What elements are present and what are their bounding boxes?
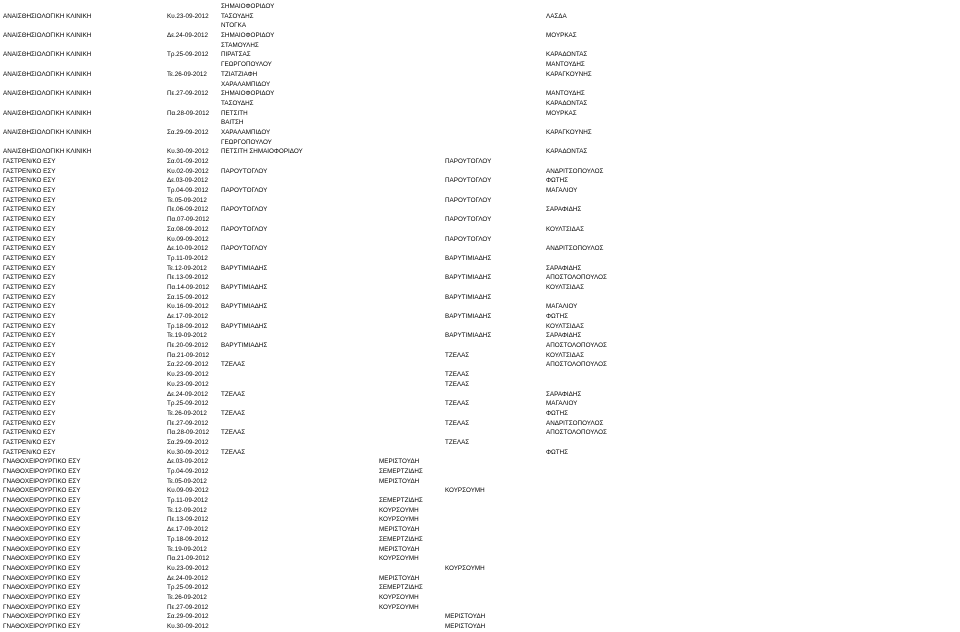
doctor-cell-a: ΝΤΟΓΚΑ	[221, 22, 247, 30]
date-cell: Τρ.04-09-2012	[167, 468, 209, 475]
date-cell: Τρ.25-09-2012	[167, 584, 209, 592]
department-cell: ΓΝΑΘΟΧΕΙΡΟΥΡΓΙΚΟ ΕΣΥ	[3, 593, 81, 601]
table-row	[0, 60, 960, 70]
date-cell: Τρ.11-09-2012	[167, 497, 208, 505]
doctor-cell-b: ΚΟΥΡΣΟΥΜΗ	[379, 603, 419, 611]
doctor-cell-d: ΜΑΝΤΟΥΔΗΣ	[546, 61, 585, 69]
date-cell: Πα.07-09-2012	[167, 216, 210, 224]
date-cell: Δε.24-09-2012	[167, 32, 208, 40]
table-row	[0, 380, 960, 390]
date-cell: Σα.22-09-2012	[167, 361, 209, 369]
department-cell: ΓΝΑΘΟΧΕΙΡΟΥΡΓΙΚΟ ΕΣΥ	[3, 468, 81, 475]
doctor-cell-d: ΦΩΤΗΣ	[546, 409, 569, 417]
date-cell: Πα.28-09-2012	[167, 429, 210, 437]
date-cell: Πε.27-09-2012	[167, 603, 209, 611]
table-row	[0, 157, 960, 167]
doctor-cell-d: ΦΩΤΗΣ	[546, 313, 569, 320]
date-cell: Τρ.18-09-2012	[167, 322, 209, 330]
date-cell: Τρ.04-09-2012	[167, 187, 209, 195]
table-row	[0, 525, 960, 535]
doctor-cell-d: ΚΑΡΑΔΟΝΤΑΣ	[546, 148, 588, 156]
doctor-cell-d: ΑΝΔΡΙΤΣΟΠΟΥΛΟΣ	[546, 245, 604, 253]
doctor-cell-d: ΛΑΣΔΑ	[546, 12, 567, 20]
table-row	[0, 21, 960, 31]
department-cell: ΓΑΣΤΡΕΝ/ΚΟ ΕΣΥ	[3, 438, 56, 446]
date-cell: Κυ.23-09-2012	[167, 371, 209, 379]
table-row	[0, 360, 960, 370]
department-cell: ΓΝΑΘΟΧΕΙΡΟΥΡΓΙΚΟ ΕΣΥ	[3, 487, 81, 495]
table-row	[0, 554, 960, 564]
date-cell: Πε.13-09-2012	[167, 516, 209, 524]
doctor-cell-c: ΜΕΡΙΣΤΟΥΔΗ	[445, 613, 486, 621]
doctor-cell-d: ΦΩΤΗΣ	[546, 448, 569, 456]
doctor-cell-d: ΚΟΥΛΤΣΙΔΑΣ	[546, 283, 584, 291]
doctor-cell-c: ΒΑΡΥΤΙΜΙΑΔΗΣ	[445, 332, 492, 340]
date-cell: Σα.29-09-2012	[167, 613, 209, 621]
doctor-cell-a: ΒΑΡΥΤΙΜΙΑΔΗΣ	[221, 283, 268, 291]
department-cell: ΓΑΣΤΡΕΝ/ΚΟ ΕΣΥ	[3, 303, 56, 311]
table-row	[0, 235, 960, 245]
doctor-cell-d: ΣΑΡΑΦΙΔΗΣ	[546, 332, 582, 340]
table-row	[0, 186, 960, 196]
table-row	[0, 341, 960, 351]
doctor-cell-a: ΒΑΡΥΤΙΜΙΑΔΗΣ	[221, 264, 268, 272]
table-row	[0, 244, 960, 254]
date-cell: Πε.20-09-2012	[167, 342, 209, 350]
department-cell: ΓΑΣΤΡΕΝ/ΚΟ ΕΣΥ	[3, 167, 56, 175]
department-cell: ΓΝΑΘΟΧΕΙΡΟΥΡΓΙΚΟ ΕΣΥ	[3, 574, 81, 582]
table-row	[0, 496, 960, 506]
doctor-cell-d: ΚΑΡΑΓΚΟΥΝΗΣ	[546, 70, 592, 78]
doctor-cell-c: ΤΖΕΛΑΣ	[445, 351, 470, 359]
table-row	[0, 574, 960, 584]
table-row	[0, 128, 960, 138]
table-row	[0, 118, 960, 128]
date-cell: Κυ.30-09-2012	[167, 148, 209, 156]
doctor-cell-d: ΚΑΡΑΔΟΝΤΑΣ	[546, 51, 588, 59]
table-row	[0, 41, 960, 51]
department-cell: ΑΝΑΙΣΘΗΣΙΟΛΟΓΙΚΗ ΚΛΙΝΙΚΗ	[3, 70, 92, 78]
date-cell: Σα.15-09-2012	[167, 293, 209, 301]
table-row	[0, 31, 960, 41]
table-row	[0, 545, 960, 555]
table-row	[0, 399, 960, 409]
table-row	[0, 293, 960, 303]
doctor-cell-a: ΒΑΡΥΤΙΜΙΑΔΗΣ	[221, 303, 268, 311]
date-cell: Δε.17-09-2012	[167, 313, 208, 320]
doctor-cell-d: ΜΟΥΡΚΑΣ	[546, 109, 577, 117]
doctor-cell-a: ΠΑΡΟΥΤΟΓΛΟΥ	[221, 245, 268, 253]
table-row	[0, 225, 960, 235]
date-cell: Κυ.30-09-2012	[167, 448, 209, 456]
doctor-cell-b: ΚΟΥΡΣΟΥΜΗ	[379, 516, 419, 524]
department-cell: ΓΑΣΤΡΕΝ/ΚΟ ΕΣΥ	[3, 332, 56, 340]
date-cell: Πε.27-09-2012	[167, 90, 209, 98]
doctor-cell-d: ΑΝΔΡΙΤΣΟΠΟΥΛΟΣ	[546, 167, 604, 175]
doctor-cell-c: ΒΑΡΥΤΙΜΙΑΔΗΣ	[445, 274, 492, 282]
table-row	[0, 428, 960, 438]
doctor-cell-a: ΒΑΙΤΣΗ	[221, 119, 244, 127]
table-row	[0, 409, 960, 419]
department-cell: ΑΝΑΙΣΘΗΣΙΟΛΟΓΙΚΗ ΚΛΙΝΙΚΗ	[3, 109, 92, 117]
department-cell: ΓΑΣΤΡΕΝ/ΚΟ ΕΣΥ	[3, 206, 56, 214]
department-cell: ΓΝΑΘΟΧΕΙΡΟΥΡΓΙΚΟ ΕΣΥ	[3, 613, 81, 621]
doctor-cell-a: ΣΗΜΑΙΟΦΟΡΙΔΟΥ	[221, 90, 275, 98]
date-cell: Δε.17-09-2012	[167, 526, 208, 534]
date-cell: Τε.05-09-2012	[167, 196, 207, 204]
doctor-cell-d: ΜΟΥΡΚΑΣ	[546, 32, 577, 40]
table-row	[0, 535, 960, 545]
department-cell: ΓΝΑΘΟΧΕΙΡΟΥΡΓΙΚΟ ΕΣΥ	[3, 603, 81, 611]
table-row	[0, 390, 960, 400]
department-cell: ΓΝΑΘΟΧΕΙΡΟΥΡΓΙΚΟ ΕΣΥ	[3, 545, 81, 553]
doctor-cell-d: ΣΑΡΑΦΙΔΗΣ	[546, 264, 582, 272]
doctor-cell-b: ΣΕΜΕΡΤΖΙΔΗΣ	[379, 584, 423, 592]
table-row	[0, 467, 960, 477]
department-cell: ΓΝΑΘΟΧΕΙΡΟΥΡΓΙΚΟ ΕΣΥ	[3, 497, 81, 505]
doctor-cell-a: ΤΖΕΛΑΣ	[221, 429, 246, 437]
doctor-cell-b: ΚΟΥΡΣΟΥΜΗ	[379, 555, 419, 563]
table-row	[0, 109, 960, 119]
date-cell: Σα.29-09-2012	[167, 128, 209, 136]
table-row	[0, 438, 960, 448]
department-cell: ΑΝΑΙΣΘΗΣΙΟΛΟΓΙΚΗ ΚΛΙΝΙΚΗ	[3, 128, 92, 136]
department-cell: ΓΑΣΤΡΕΝ/ΚΟ ΕΣΥ	[3, 254, 56, 262]
date-cell: Δε.24-09-2012	[167, 574, 208, 582]
doctor-cell-a: ΠΑΡΟΥΤΟΓΛΟΥ	[221, 206, 268, 214]
doctor-cell-c: ΒΑΡΥΤΙΜΙΑΔΗΣ	[445, 254, 492, 262]
doctor-cell-d: ΜΑΓΑΛΙΟΥ	[546, 187, 578, 195]
doctor-cell-c: ΠΑΡΟΥΤΟΓΛΟΥ	[445, 158, 492, 165]
doctor-cell-b: ΚΟΥΡΣΟΥΜΗ	[379, 506, 419, 514]
date-cell: Πα.21-09-2012	[167, 555, 210, 563]
table-row	[0, 99, 960, 109]
table-row	[0, 2, 960, 12]
date-cell: Κυ.02-09-2012	[167, 167, 209, 175]
department-cell: ΓΑΣΤΡΕΝ/ΚΟ ΕΣΥ	[3, 274, 56, 282]
doctor-cell-a: ΤΖΕΛΑΣ	[221, 409, 246, 417]
doctor-cell-a: ΠΑΡΟΥΤΟΓΛΟΥ	[221, 187, 268, 195]
date-cell: Πε.13-09-2012	[167, 274, 209, 282]
table-row	[0, 477, 960, 487]
table-row	[0, 622, 960, 632]
department-cell: ΓΑΣΤΡΕΝ/ΚΟ ΕΣΥ	[3, 293, 56, 301]
date-cell: Τρ.25-09-2012	[167, 400, 209, 408]
department-cell: ΓΑΣΤΡΕΝ/ΚΟ ΕΣΥ	[3, 409, 56, 417]
department-cell: ΓΝΑΘΟΧΕΙΡΟΥΡΓΙΚΟ ΕΣΥ	[3, 564, 81, 572]
date-cell: Κυ.16-09-2012	[167, 303, 209, 311]
date-cell: Κυ.30-09-2012	[167, 623, 209, 630]
department-cell: ΓΑΣΤΡΕΝ/ΚΟ ΕΣΥ	[3, 235, 56, 243]
doctor-cell-a: ΠΑΡΟΥΤΟΓΛΟΥ	[221, 225, 268, 233]
department-cell: ΓΝΑΘΟΧΕΙΡΟΥΡΓΙΚΟ ΕΣΥ	[3, 516, 81, 524]
date-cell: Τε.19-09-2012	[167, 332, 207, 340]
doctor-cell-d: ΑΝΔΡΙΤΣΟΠΟΥΛΟΣ	[546, 419, 604, 427]
date-cell: Τρ.18-09-2012	[167, 535, 209, 543]
doctor-cell-d: ΦΩΤΗΣ	[546, 177, 569, 185]
date-cell: Δε.24-09-2012	[167, 390, 208, 398]
department-cell: ΓΑΣΤΡΕΝ/ΚΟ ΕΣΥ	[3, 322, 56, 330]
department-cell: ΑΝΑΙΣΘΗΣΙΟΛΟΓΙΚΗ ΚΛΙΝΙΚΗ	[3, 90, 92, 98]
date-cell: Σα.01-09-2012	[167, 158, 209, 165]
doctor-cell-d: ΣΑΡΑΦΙΔΗΣ	[546, 206, 582, 214]
department-cell: ΓΑΣΤΡΕΝ/ΚΟ ΕΣΥ	[3, 264, 56, 272]
doctor-cell-a: ΒΑΡΥΤΙΜΙΑΔΗΣ	[221, 342, 268, 350]
doctor-cell-a: ΤΑΣΟΥΔΗΣ	[221, 12, 254, 20]
department-cell: ΓΝΑΘΟΧΕΙΡΟΥΡΓΙΚΟ ΕΣΥ	[3, 584, 81, 592]
date-cell: Τε.26-09-2012	[167, 409, 207, 417]
doctor-cell-a: ΠΕΤΣΙΤΗ ΣΗΜΑΙΟΦΟΡΙΔΟΥ	[221, 148, 303, 156]
doctor-cell-b: ΣΕΜΕΡΤΖΙΔΗΣ	[379, 468, 423, 475]
doctor-cell-d: ΚΑΡΑΓΚΟΥΝΗΣ	[546, 128, 592, 136]
table-row	[0, 351, 960, 361]
doctor-cell-b: ΣΕΜΕΡΤΖΙΔΗΣ	[379, 497, 423, 505]
doctor-cell-c: ΠΑΡΟΥΤΟΓΛΟΥ	[445, 235, 492, 243]
department-cell: ΓΑΣΤΡΕΝ/ΚΟ ΕΣΥ	[3, 177, 56, 185]
doctor-cell-d: ΜΑΓΑΛΙΟΥ	[546, 400, 578, 408]
table-row	[0, 264, 960, 274]
table-row	[0, 89, 960, 99]
department-cell: ΓΑΣΤΡΕΝ/ΚΟ ΕΣΥ	[3, 351, 56, 359]
date-cell: Τε.12-09-2012	[167, 264, 207, 272]
table-row	[0, 12, 960, 22]
department-cell: ΓΝΑΘΟΧΕΙΡΟΥΡΓΙΚΟ ΕΣΥ	[3, 623, 81, 630]
table-row	[0, 312, 960, 322]
doctor-cell-c: ΒΑΡΥΤΙΜΙΑΔΗΣ	[445, 293, 492, 301]
department-cell: ΑΝΑΙΣΘΗΣΙΟΛΟΓΙΚΗ ΚΛΙΝΙΚΗ	[3, 12, 92, 20]
department-cell: ΑΝΑΙΣΘΗΣΙΟΛΟΓΙΚΗ ΚΛΙΝΙΚΗ	[3, 51, 92, 59]
doctor-cell-a: ΤΑΣΟΥΔΗΣ	[221, 99, 254, 107]
date-cell: Δε.03-09-2012	[167, 177, 208, 185]
table-row	[0, 302, 960, 312]
department-cell: ΓΑΣΤΡΕΝ/ΚΟ ΕΣΥ	[3, 313, 56, 320]
department-cell: ΓΑΣΤΡΕΝ/ΚΟ ΕΣΥ	[3, 158, 56, 165]
date-cell: Πα.28-09-2012	[167, 109, 210, 117]
department-cell: ΓΑΣΤΡΕΝ/ΚΟ ΕΣΥ	[3, 371, 56, 379]
table-row	[0, 215, 960, 225]
doctor-cell-a: ΧΑΡΑΛΑΜΠΙΔΟΥ	[221, 128, 271, 136]
date-cell: Κυ.23-09-2012	[167, 12, 209, 20]
doctor-cell-a: ΤΖΕΛΑΣ	[221, 390, 246, 398]
table-row	[0, 283, 960, 293]
department-cell: ΓΝΑΘΟΧΕΙΡΟΥΡΓΙΚΟ ΕΣΥ	[3, 535, 81, 543]
table-row	[0, 331, 960, 341]
doctor-cell-a: ΓΕΩΡΓΟΠΟΥΛΟΥ	[221, 61, 272, 69]
table-row	[0, 273, 960, 283]
doctor-cell-a: ΤΖΙΑΤΖΙΑΦΗ	[221, 70, 258, 78]
date-cell: Κυ.23-09-2012	[167, 564, 209, 572]
department-cell: ΓΝΑΘΟΧΕΙΡΟΥΡΓΙΚΟ ΕΣΥ	[3, 506, 81, 514]
table-row	[0, 167, 960, 177]
department-cell: ΓΝΑΘΟΧΕΙΡΟΥΡΓΙΚΟ ΕΣΥ	[3, 555, 81, 563]
table-row	[0, 457, 960, 467]
date-cell: Κυ.09-09-2012	[167, 487, 209, 495]
department-cell: ΓΑΣΤΡΕΝ/ΚΟ ΕΣΥ	[3, 283, 56, 291]
doctor-cell-a: ΧΑΡΑΛΑΜΠΙΔΟΥ	[221, 80, 271, 88]
date-cell: Δε.10-09-2012	[167, 245, 208, 253]
doctor-cell-a: ΠΕΤΣΙΤΗ	[221, 109, 248, 117]
table-row	[0, 448, 960, 458]
table-row	[0, 612, 960, 622]
table-row	[0, 176, 960, 186]
table-row	[0, 138, 960, 148]
doctor-cell-c: ΚΟΥΡΣΟΥΜΗ	[445, 487, 485, 495]
table-row	[0, 322, 960, 332]
date-cell: Κυ.09-09-2012	[167, 235, 209, 243]
table-row	[0, 80, 960, 90]
doctor-cell-b: ΜΕΡΙΣΤΟΥΔΗ	[379, 458, 420, 466]
doctor-cell-a: ΤΖΕΛΑΣ	[221, 448, 246, 456]
date-cell: Πα.21-09-2012	[167, 351, 210, 359]
date-cell: Κυ.23-09-2012	[167, 380, 209, 388]
doctor-cell-d: ΚΟΥΛΤΣΙΔΑΣ	[546, 351, 584, 359]
department-cell: ΓΑΣΤΡΕΝ/ΚΟ ΕΣΥ	[3, 429, 56, 437]
doctor-cell-c: ΠΑΡΟΥΤΟΓΛΟΥ	[445, 196, 492, 204]
doctor-cell-c: ΤΖΕΛΑΣ	[445, 371, 470, 379]
table-row	[0, 486, 960, 496]
doctor-cell-a: ΤΖΕΛΑΣ	[221, 361, 246, 369]
date-cell: Τε.26-09-2012	[167, 593, 207, 601]
table-row	[0, 205, 960, 215]
date-cell: Σα.29-09-2012	[167, 438, 209, 446]
date-cell: Τρ.25-09-2012	[167, 51, 209, 59]
table-row	[0, 370, 960, 380]
department-cell: ΓΑΣΤΡΕΝ/ΚΟ ΕΣΥ	[3, 448, 56, 456]
table-row	[0, 196, 960, 206]
department-cell: ΓΑΣΤΡΕΝ/ΚΟ ΕΣΥ	[3, 419, 56, 427]
date-cell: Πε.06-09-2012	[167, 206, 209, 214]
doctor-cell-d: ΣΑΡΑΦΙΔΗΣ	[546, 390, 582, 398]
date-cell: Τε.26-09-2012	[167, 70, 207, 78]
date-cell: Τε.05-09-2012	[167, 477, 207, 485]
doctor-cell-c: ΤΖΕΛΑΣ	[445, 438, 470, 446]
table-row	[0, 593, 960, 603]
doctor-cell-a: ΒΑΡΥΤΙΜΙΑΔΗΣ	[221, 322, 268, 330]
table-row	[0, 564, 960, 574]
department-cell: ΓΑΣΤΡΕΝ/ΚΟ ΕΣΥ	[3, 245, 56, 253]
table-row	[0, 583, 960, 593]
date-cell: Τε.12-09-2012	[167, 506, 207, 514]
doctor-cell-c: ΜΕΡΙΣΤΟΥΔΗ	[445, 623, 486, 630]
department-cell: ΑΝΑΙΣΘΗΣΙΟΛΟΓΙΚΗ ΚΛΙΝΙΚΗ	[3, 148, 92, 156]
doctor-cell-d: ΜΑΝΤΟΥΔΗΣ	[546, 90, 585, 98]
doctor-cell-d: ΑΠΟΣΤΟΛΟΠΟΥΛΟΣ	[546, 429, 607, 437]
doctor-cell-c: ΠΑΡΟΥΤΟΓΛΟΥ	[445, 177, 492, 185]
department-cell: ΓΝΑΘΟΧΕΙΡΟΥΡΓΙΚΟ ΕΣΥ	[3, 526, 81, 534]
doctor-cell-b: ΜΕΡΙΣΤΟΥΔΗ	[379, 545, 420, 553]
doctor-cell-d: ΑΠΟΣΤΟΛΟΠΟΥΛΟΣ	[546, 342, 607, 350]
department-cell: ΓΑΣΤΡΕΝ/ΚΟ ΕΣΥ	[3, 380, 56, 388]
date-cell: Πε.27-09-2012	[167, 419, 209, 427]
doctor-cell-d: ΚΟΥΛΤΣΙΔΑΣ	[546, 322, 584, 330]
doctor-cell-a: ΓΕΩΡΓΟΠΟΥΛΟΥ	[221, 138, 272, 146]
date-cell: Δε.03-09-2012	[167, 458, 208, 466]
doctor-cell-b: ΜΕΡΙΣΤΟΥΔΗ	[379, 574, 420, 582]
date-cell: Τρ.11-09-2012	[167, 254, 208, 262]
doctor-cell-a: ΣΤΑΜΟΥΛΗΣ	[221, 41, 259, 49]
department-cell: ΓΑΣΤΡΕΝ/ΚΟ ΕΣΥ	[3, 390, 56, 398]
doctor-cell-c: ΤΖΕΛΑΣ	[445, 380, 470, 388]
department-cell: ΓΑΣΤΡΕΝ/ΚΟ ΕΣΥ	[3, 187, 56, 195]
table-row	[0, 506, 960, 516]
doctor-cell-d: ΑΠΟΣΤΟΛΟΠΟΥΛΟΣ	[546, 361, 607, 369]
table-row	[0, 254, 960, 264]
doctor-cell-c: ΒΑΡΥΤΙΜΙΑΔΗΣ	[445, 313, 492, 320]
doctor-cell-b: ΣΕΜΕΡΤΖΙΔΗΣ	[379, 535, 423, 543]
doctor-cell-a: ΣΗΜΑΙΟΦΟΡΙΔΟΥ	[221, 32, 275, 40]
doctor-cell-d: ΚΟΥΛΤΣΙΔΑΣ	[546, 225, 584, 233]
department-cell: ΓΑΣΤΡΕΝ/ΚΟ ΕΣΥ	[3, 361, 56, 369]
doctor-cell-b: ΜΕΡΙΣΤΟΥΔΗ	[379, 477, 420, 485]
department-cell: ΓΝΑΘΟΧΕΙΡΟΥΡΓΙΚΟ ΕΣΥ	[3, 458, 81, 466]
table-row	[0, 603, 960, 613]
duty-roster-table	[0, 2, 960, 632]
doctor-cell-c: ΤΖΕΛΑΣ	[445, 400, 470, 408]
department-cell: ΑΝΑΙΣΘΗΣΙΟΛΟΓΙΚΗ ΚΛΙΝΙΚΗ	[3, 32, 92, 40]
date-cell: Τε.19-09-2012	[167, 545, 207, 553]
table-row	[0, 515, 960, 525]
doctor-cell-a: ΠΑΡΟΥΤΟΓΛΟΥ	[221, 167, 268, 175]
doctor-cell-a: ΠΙΡΑΤΣΑΣ	[221, 51, 251, 59]
doctor-cell-c: ΠΑΡΟΥΤΟΓΛΟΥ	[445, 216, 492, 224]
department-cell: ΓΑΣΤΡΕΝ/ΚΟ ΕΣΥ	[3, 196, 56, 204]
date-cell: Σα.08-09-2012	[167, 225, 209, 233]
doctor-cell-c: ΚΟΥΡΣΟΥΜΗ	[445, 564, 485, 572]
table-row	[0, 70, 960, 80]
doctor-cell-b: ΚΟΥΡΣΟΥΜΗ	[379, 593, 419, 601]
doctor-cell-d: ΜΑΓΑΛΙΟΥ	[546, 303, 578, 311]
doctor-cell-b: ΜΕΡΙΣΤΟΥΔΗ	[379, 526, 420, 534]
doctor-cell-d: ΚΑΡΑΔΟΝΤΑΣ	[546, 99, 588, 107]
department-cell: ΓΑΣΤΡΕΝ/ΚΟ ΕΣΥ	[3, 342, 56, 350]
table-row	[0, 50, 960, 60]
doctor-cell-a: ΣΗΜΑΙΟΦΟΡΙΔΟΥ	[221, 3, 275, 10]
table-row	[0, 419, 960, 429]
department-cell: ΓΑΣΤΡΕΝ/ΚΟ ΕΣΥ	[3, 400, 56, 408]
table-row	[0, 147, 960, 157]
doctor-cell-d: ΑΠΟΣΤΟΛΟΠΟΥΛΟΣ	[546, 274, 607, 282]
doctor-cell-c: ΤΖΕΛΑΣ	[445, 419, 470, 427]
department-cell: ΓΑΣΤΡΕΝ/ΚΟ ΕΣΥ	[3, 225, 56, 233]
date-cell: Πα.14-09-2012	[167, 283, 210, 291]
department-cell: ΓΑΣΤΡΕΝ/ΚΟ ΕΣΥ	[3, 216, 56, 224]
department-cell: ΓΝΑΘΟΧΕΙΡΟΥΡΓΙΚΟ ΕΣΥ	[3, 477, 81, 485]
